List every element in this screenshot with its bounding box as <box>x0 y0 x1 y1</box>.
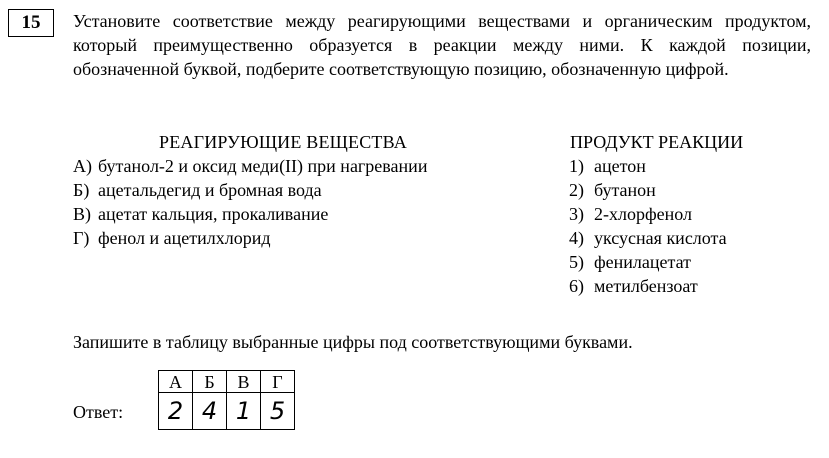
list-item <box>73 202 427 226</box>
answer-header-cell: В <box>227 371 261 393</box>
item-marker: Г) <box>73 228 90 248</box>
item-text: 2-хлорфенол <box>594 204 693 224</box>
list-item <box>569 274 727 298</box>
item-marker: Б) <box>73 180 90 200</box>
item-marker: 3) <box>569 204 584 224</box>
list-item <box>569 250 727 274</box>
answer-value-cell[interactable]: 4 <box>193 393 227 430</box>
answer-table <box>158 370 295 430</box>
item-marker: А) <box>73 156 92 176</box>
answer-header-cell: Б <box>193 371 227 393</box>
answer-header-cell: А <box>159 371 193 393</box>
list-item <box>73 178 427 202</box>
item-marker: 2) <box>569 180 584 200</box>
reagents-heading: РЕАГИРУЮЩИЕ ВЕЩЕСТВА <box>159 132 407 152</box>
products-list <box>569 154 727 298</box>
list-item <box>569 178 727 202</box>
answer-label: Ответ: <box>73 402 124 422</box>
item-text: бутанон <box>594 180 656 200</box>
item-marker: 5) <box>569 252 584 272</box>
answer-header-cell: Г <box>261 371 295 393</box>
task-text: Установите соответствие между реагирующими веществами и органическим продуктом, который преимущественно образуется в реакции между ними. К каждой позиции, обозначенной буквой, подберите соответствующую позицию, обозначенную цифрой. <box>73 11 811 79</box>
reagents-list <box>73 154 427 250</box>
item-text: ацетат кальция, прокаливание <box>98 204 329 224</box>
products-heading: ПРОДУКТ РЕАКЦИИ <box>570 132 744 152</box>
answer-value-cell[interactable]: 5 <box>261 393 295 430</box>
item-text: фенилацетат <box>594 252 691 272</box>
item-text: ацетон <box>594 156 646 176</box>
list-item <box>73 226 427 250</box>
item-text: ацетальдегид и бромная вода <box>98 180 322 200</box>
answer-value-cell[interactable]: 1 <box>227 393 261 430</box>
list-item <box>73 154 427 178</box>
item-marker: 1) <box>569 156 584 176</box>
list-item <box>569 226 727 250</box>
answer-value-row <box>159 393 295 430</box>
list-item <box>569 202 727 226</box>
item-marker: 4) <box>569 228 584 248</box>
item-marker: В) <box>73 204 91 224</box>
item-marker: 6) <box>569 276 584 296</box>
item-text: уксусная кислота <box>594 228 727 248</box>
item-text: метилбензоат <box>594 276 698 296</box>
item-text: фенол и ацетилхлорид <box>98 228 271 248</box>
item-text: бутанол-2 и оксид меди(II) при нагревании <box>98 156 428 176</box>
task-number: 15 <box>8 9 54 37</box>
answer-header-row <box>159 371 295 393</box>
answer-value-cell[interactable]: 2 <box>159 393 193 430</box>
list-item <box>569 154 727 178</box>
instruction-text: Запишите в таблицу выбранные цифры под соответствующими буквами. <box>73 332 633 352</box>
